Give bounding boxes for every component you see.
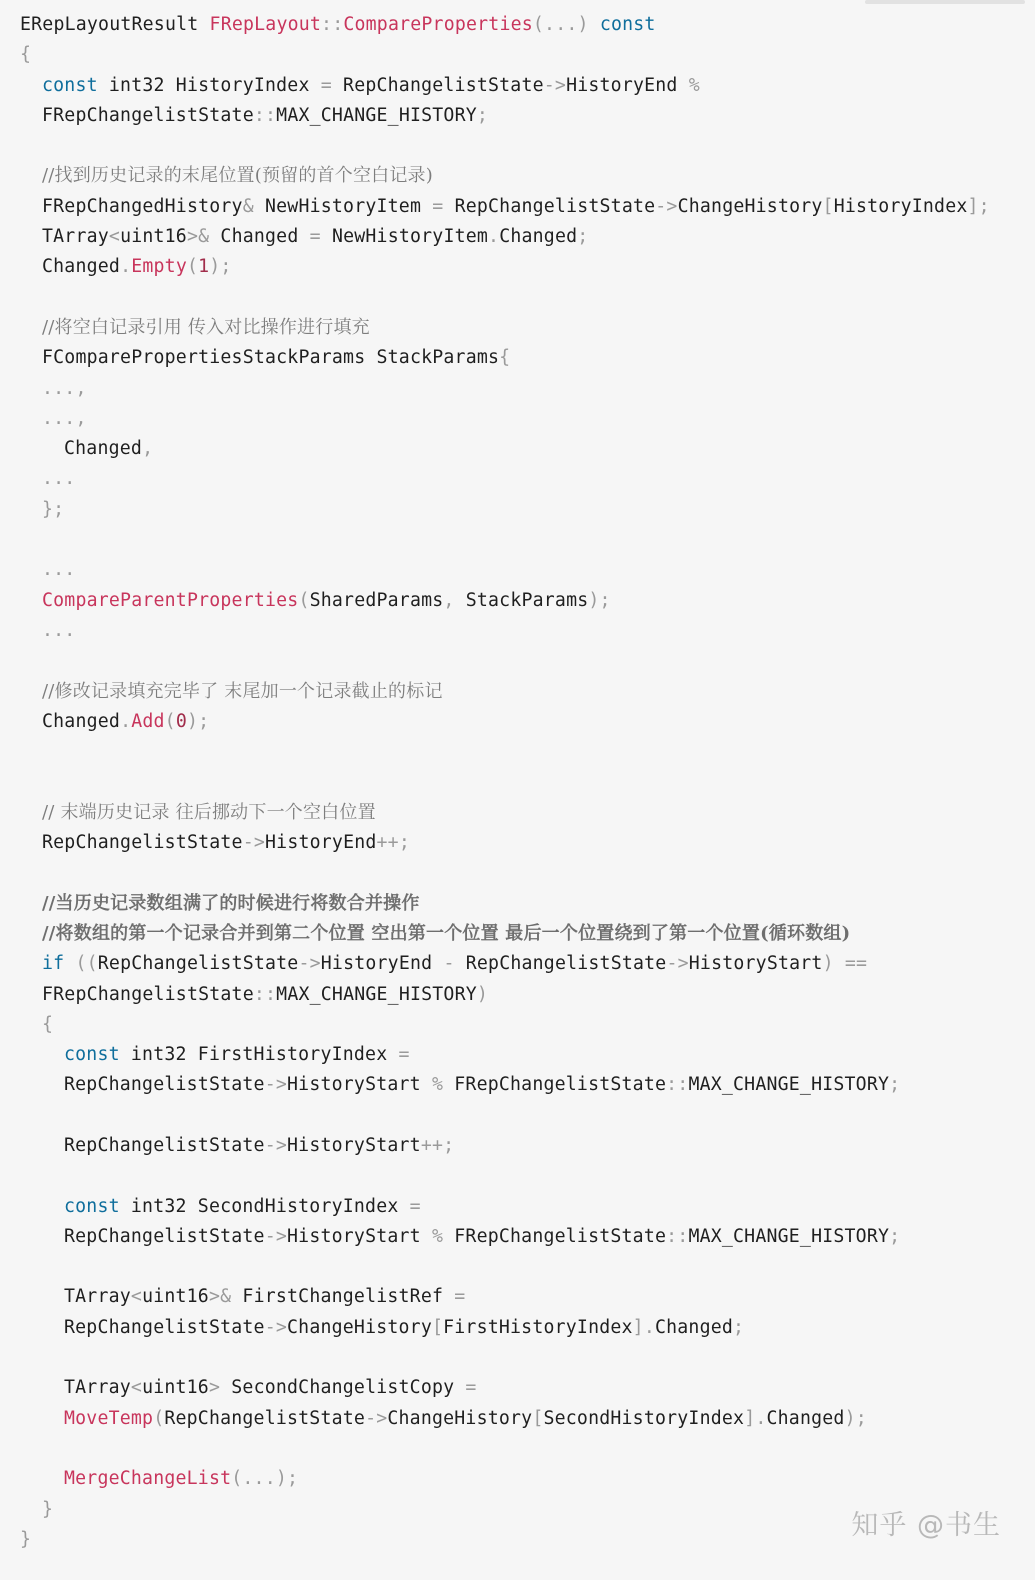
code-token: 0 [175, 710, 187, 732]
code-token: . [120, 256, 132, 278]
code-token: -> [365, 1407, 388, 1429]
code-token: RepChangelistState [64, 1074, 265, 1096]
code-token: Changed [64, 438, 143, 460]
code-token: FRepLayout [209, 14, 322, 35]
code-line [0, 1131, 1035, 1161]
code-token: FRepChangelistState [42, 983, 254, 1005]
code-token: const [64, 1044, 120, 1066]
code-token: Changed [42, 710, 121, 732]
code-token: RepChangelistState [97, 953, 299, 975]
code-line [0, 1282, 1035, 1312]
code-token: ); [844, 1407, 867, 1429]
code-line [0, 343, 1035, 373]
code-token: RepChangelistState [454, 953, 667, 975]
code-line [0, 1464, 1035, 1494]
code-token: SecondChangelistCopy [220, 1377, 466, 1399]
code-token: :: [253, 983, 277, 1005]
code-token: { [499, 347, 511, 369]
code-line [0, 889, 1035, 919]
code-token: StackParams [465, 589, 589, 611]
code-token: MAX_CHANGE_HISTORY [276, 104, 477, 126]
code-line [0, 1040, 1035, 1070]
code-token: < [108, 226, 121, 248]
code-token: uint16 [120, 226, 187, 248]
code-token: :: [666, 1225, 689, 1247]
code-line [0, 495, 1035, 525]
watermark: 知乎 @书生 [851, 1510, 1001, 1541]
code-line [0, 767, 1035, 797]
code-token: > [208, 1377, 221, 1399]
code-token: HistoryEnd [320, 953, 444, 975]
code-token: Changed [499, 226, 578, 248]
code-line [0, 1161, 1035, 1191]
code-token: HistoryEnd [566, 74, 689, 96]
code-token: MergeChangeList [64, 1468, 232, 1490]
code-token: MAX_CHANGE_HISTORY [688, 1074, 890, 1096]
code-token: uint16 [142, 1286, 209, 1308]
code-line [0, 404, 1035, 434]
code-line [0, 616, 1035, 646]
horizontal-scrollbar[interactable] [865, 0, 1025, 4]
code-token: const [42, 74, 98, 96]
code-token: -> [543, 74, 567, 96]
code-token: , [142, 438, 154, 460]
code-token: = [454, 1286, 466, 1308]
code-token: = [432, 195, 444, 217]
code-token: % [431, 1225, 444, 1247]
code-token: ) == [822, 953, 868, 975]
code-line [0, 161, 1035, 191]
code-line [0, 131, 1035, 161]
code-line [0, 1070, 1035, 1100]
code-token: HistoryStart [688, 953, 823, 975]
code-token: MoveTemp [64, 1407, 154, 1429]
code-token: ERepLayoutResult [20, 14, 210, 35]
code-token: FirstHistoryIndex [443, 1316, 633, 1338]
code-token: [ [431, 1316, 444, 1338]
code-token: NewHistoryItem [320, 226, 489, 248]
code-token: ++; [376, 832, 410, 854]
code-token: ... [42, 468, 76, 490]
code-token: >& [208, 1286, 232, 1308]
code-token: = [309, 226, 321, 248]
code-token: int32 FirstHistoryIndex [119, 1044, 399, 1066]
code-line [0, 1434, 1035, 1464]
code-token: HistoryEnd [265, 832, 377, 854]
code-line [0, 283, 1035, 313]
code-line [0, 586, 1035, 616]
code-token: , [443, 589, 466, 611]
code-token: -> [264, 1225, 288, 1247]
code-comment: //将空白记录引用 传入对比操作进行填充 [42, 316, 370, 338]
code-token: HistoryStart [287, 1074, 432, 1096]
code-token: } [42, 1498, 54, 1520]
code-token: ]; [967, 195, 990, 217]
code-token: HistoryStart [287, 1134, 421, 1156]
code-token: const [599, 14, 656, 35]
code-token: RepChangelistState [64, 1225, 265, 1247]
code-token: { [20, 44, 32, 66]
code-token: const [64, 1195, 120, 1217]
code-token: ..., [42, 377, 87, 399]
code-token: ... [42, 619, 76, 641]
code-token: Changed [42, 256, 121, 278]
code-token: ( [186, 256, 199, 278]
code-token: ); [209, 256, 232, 278]
code-token: ... [42, 559, 76, 581]
code-line [0, 71, 1035, 101]
code-token: ; [889, 1225, 901, 1247]
code-token: ChangeHistory [387, 1407, 533, 1429]
code-token: Changed [209, 226, 310, 248]
code-token: ++; [420, 1134, 455, 1156]
code-token: TArray [64, 1377, 131, 1399]
code-token: -> [655, 195, 678, 217]
code-token: < [130, 1286, 143, 1308]
code-token: RepChangelistState [64, 1134, 265, 1156]
code-comment: //当历史记录数组满了的时候进行将数合并操作 [42, 892, 420, 914]
code-token: TArray [42, 226, 109, 248]
code-token: MAX_CHANGE_HISTORY [276, 983, 477, 1005]
code-lines [0, 10, 1035, 1555]
code-token: int32 SecondHistoryIndex [119, 1195, 410, 1217]
code-token: FRepChangelistState [42, 104, 254, 126]
code-token: < [130, 1377, 143, 1399]
code-token: RepChangelistState [164, 1407, 366, 1429]
code-token: SecondHistoryIndex [543, 1407, 745, 1429]
code-token: HistoryStart [287, 1225, 432, 1247]
code-token: = [398, 1044, 410, 1066]
code-token: ChangeHistory [677, 195, 823, 217]
code-token: -> [242, 832, 266, 854]
code-token: -> [264, 1134, 288, 1156]
code-token: { [42, 1013, 54, 1035]
code-token: 1 [198, 256, 210, 278]
code-line [0, 464, 1035, 494]
code-line [0, 677, 1035, 707]
code-token: % [688, 74, 700, 96]
code-token: if [42, 953, 65, 975]
code-line [0, 1192, 1035, 1222]
code-token: % [431, 1074, 444, 1096]
code-token: -> [264, 1074, 288, 1096]
code-token: }; [42, 498, 65, 520]
code-token: -> [666, 953, 689, 975]
code-token: NewHistoryItem [253, 195, 433, 217]
code-token: Changed [766, 1407, 845, 1429]
code-line [0, 828, 1035, 858]
code-token: FirstChangelistRef [231, 1286, 455, 1308]
code-line [0, 1404, 1035, 1434]
code-line [0, 919, 1035, 949]
code-token: CompareParentProperties [42, 589, 299, 611]
code-line [0, 737, 1035, 767]
code-line [0, 1373, 1035, 1403]
code-comment: //找到历史记录的末尾位置(预留的首个空白记录) [42, 165, 433, 187]
code-line [0, 525, 1035, 555]
code-token: HistoryIndex [833, 195, 968, 217]
code-token: ); [588, 589, 611, 611]
code-line [0, 646, 1035, 676]
code-token: RepChangelistState [331, 74, 544, 96]
code-line [0, 10, 1035, 40]
code-line [0, 555, 1035, 585]
code-line [0, 40, 1035, 70]
code-token: [ [822, 195, 834, 217]
code-token: ( [164, 710, 176, 732]
code-token: ..., [42, 407, 87, 429]
code-token: ]. [744, 1407, 767, 1429]
code-token: Add [131, 710, 165, 732]
code-line [0, 1343, 1035, 1373]
code-comment: //将数组的第一个记录合并到第二个位置 空出第一个位置 最后一个位置绕到了第一个位置(循环数组) [42, 922, 851, 944]
code-token: :: [253, 104, 277, 126]
code-token: ChangeHistory [287, 1316, 432, 1338]
code-token: MAX_CHANGE_HISTORY [688, 1225, 890, 1247]
code-line [0, 101, 1035, 131]
code-line [0, 192, 1035, 222]
code-token: ; [476, 104, 489, 126]
code-token: CompareProperties [343, 14, 533, 35]
code-token: RepChangelistState [42, 832, 243, 854]
code-token: FRepChangelistState [443, 1225, 667, 1247]
code-token: (( [64, 953, 98, 975]
code-token: -> [264, 1316, 288, 1338]
code-token: ) [476, 983, 489, 1005]
code-token: :: [666, 1074, 689, 1096]
code-token: (...) [532, 14, 600, 35]
code-token: TArray [64, 1286, 131, 1308]
code-token: = [320, 74, 332, 96]
code-token: ; [733, 1316, 745, 1338]
code-token: . [120, 710, 132, 732]
code-line [0, 1313, 1035, 1343]
code-token: SharedParams [309, 589, 444, 611]
code-line [0, 707, 1035, 737]
code-comment: // 末端历史记录 往后挪动下一个空白位置 [42, 801, 376, 823]
code-token: - [443, 953, 455, 975]
code-token: [ [532, 1407, 544, 1429]
code-line [0, 222, 1035, 252]
code-token: uint16 [142, 1377, 209, 1399]
code-token: ( [298, 589, 310, 611]
code-line [0, 858, 1035, 888]
code-token: -> [298, 953, 321, 975]
code-line [0, 313, 1035, 343]
code-token: :: [321, 14, 344, 35]
code-token: FComparePropertiesStackParams StackParams [42, 347, 500, 369]
code-token: ; [889, 1074, 901, 1096]
code-line [0, 798, 1035, 828]
code-line [0, 374, 1035, 404]
code-token: & [242, 195, 254, 217]
code-line [0, 1252, 1035, 1282]
code-token: = [409, 1195, 421, 1217]
code-token: int32 HistoryIndex [97, 74, 321, 96]
code-line [0, 1222, 1035, 1252]
code-token: } [20, 1528, 32, 1550]
code-token: FRepChangedHistory [42, 195, 243, 217]
code-token: . [488, 226, 500, 248]
code-token: Changed [654, 1316, 734, 1338]
code-token: ]. [632, 1316, 655, 1338]
code-line [0, 949, 1035, 979]
code-token: Empty [131, 256, 187, 278]
code-line [0, 980, 1035, 1010]
code-line [0, 1101, 1035, 1131]
code-line [0, 252, 1035, 282]
code-token: = [465, 1377, 477, 1399]
code-comment: //修改记录填充完毕了 末尾加一个记录截止的标记 [42, 680, 443, 702]
code-token: (...); [231, 1468, 299, 1490]
code-line [0, 1010, 1035, 1040]
code-token: FRepChangelistState [443, 1074, 667, 1096]
code-token: ); [186, 710, 210, 732]
code-token: RepChangelistState [443, 195, 656, 217]
code-token: >& [186, 226, 210, 248]
code-line [0, 434, 1035, 464]
code-token: ; [577, 226, 589, 248]
code-token: RepChangelistState [64, 1316, 265, 1338]
code-token: ( [153, 1407, 165, 1429]
